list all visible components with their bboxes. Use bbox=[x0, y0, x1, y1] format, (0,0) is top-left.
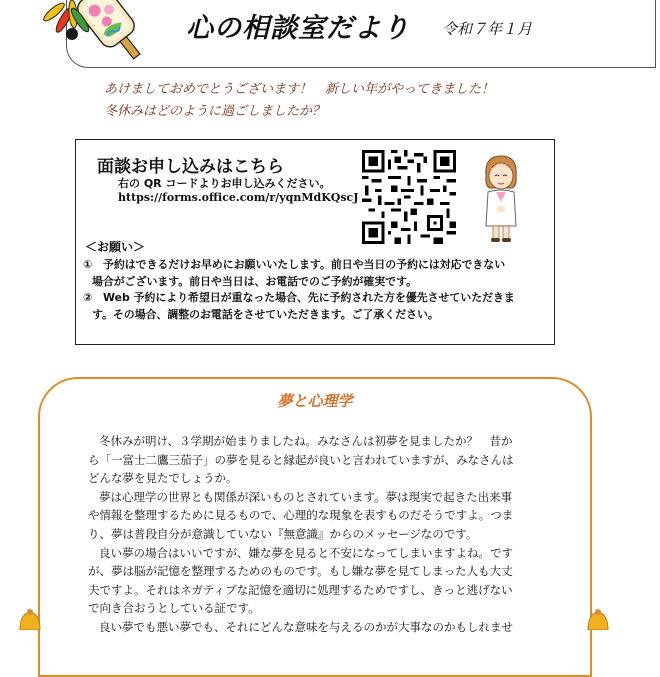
counselor-illustration-icon bbox=[476, 152, 526, 244]
greeting-line: 冬休みはどのように過ごしましたか？ bbox=[104, 104, 326, 119]
request-text: 予約はできるだけお早めにお願いいたします。前日や当日の予約には対応できない bbox=[103, 258, 506, 271]
article-paragraph bbox=[88, 432, 544, 488]
article-title: 夢と心理学 bbox=[277, 392, 353, 410]
page-title: 心の相談室だより bbox=[186, 13, 410, 44]
request-item bbox=[83, 289, 551, 323]
article-paragraph bbox=[88, 488, 544, 544]
issue-date: 令和７年１月 bbox=[442, 20, 533, 38]
form-url-link[interactable]: https://forms.office.com/r/yqnMdKQscJ bbox=[118, 191, 359, 204]
article-line: 良い夢の場合はいいですが、嫌な夢を見ると不安になってしまいますよね。です bbox=[99, 545, 513, 560]
article-line: が、夢は脳が記憶を整理するためのものです。もし嫌な夢を見てしまった人も大丈 bbox=[88, 564, 513, 579]
request-text: 場合がございます。前日や当日は、お電話でのご予約が確実です。 bbox=[92, 275, 417, 288]
request-text: Web 予約により希望日が重なった場合、先に予約された方を優先させていただきま bbox=[103, 291, 515, 304]
request-number: ① bbox=[83, 258, 93, 271]
bell-ornament-icon bbox=[584, 608, 612, 630]
article-line: や情報を整理するために見るもので、心理的な現象を表すものだそうですよ。つま bbox=[88, 508, 514, 523]
qr-code-icon[interactable] bbox=[362, 150, 456, 244]
new-year-decoration-icon bbox=[0, 0, 160, 62]
request-item bbox=[83, 256, 551, 290]
bell-ornament-icon bbox=[16, 608, 44, 630]
article-paragraph bbox=[88, 544, 544, 618]
article-line: で向き合おうとしている証です。 bbox=[88, 601, 260, 616]
article-line: どんな夢を見たでしょうか。 bbox=[88, 471, 238, 486]
article-line: 良い夢でも悪い夢でも、それにどんな意味を与えるのかが大事なのかもしれませ bbox=[99, 619, 513, 634]
article-line: り、夢は普段自分が意識していない『無意識』からのメッセージなのです。 bbox=[88, 526, 478, 541]
article-line: ら「一富士二鷹三茄子」の夢を見ると縁起が良いと言われていますが、みなさんは bbox=[88, 452, 514, 467]
requests-heading: ＜お願い＞ bbox=[85, 240, 146, 254]
article-line: 夫ですよ。それはネガティブな記憶を適切に処理するためですし、きっと逃げない bbox=[88, 582, 513, 597]
request-text: す。その場合、調整のお電話をさせていただきます。ご了承ください。 bbox=[92, 308, 439, 321]
article-line: 夢は心理学の世界とも関係が深いものとされています。夢は現実で起きた出来事 bbox=[99, 489, 513, 504]
greeting-line: あけましておめでとうございます！ 新しい年がやってきました！ bbox=[104, 82, 495, 97]
request-number: ② bbox=[83, 291, 93, 304]
qr-instruction: 右の QR コードよりお申し込みください。 bbox=[118, 177, 331, 190]
article-line: 冬休みが明け、３学期が始まりましたね。みなさんは初夢を見ましたか？ 昔か bbox=[99, 434, 513, 448]
article-body bbox=[88, 432, 544, 637]
consultation-heading: 面談お申し込みはこちら bbox=[97, 157, 284, 177]
article-paragraph bbox=[88, 618, 544, 637]
